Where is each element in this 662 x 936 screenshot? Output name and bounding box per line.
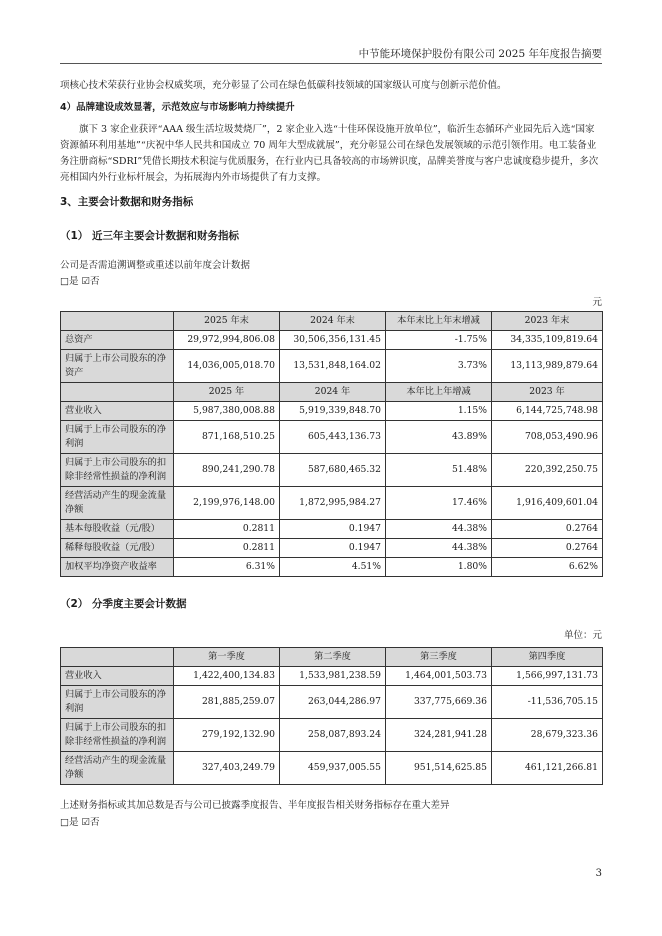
row-label: 营业收入 — [61, 402, 174, 421]
table-row — [61, 686, 603, 719]
column-header: 本年末比上年末增减 — [386, 312, 492, 331]
cell-value: 6,144,725,748.98 — [492, 402, 603, 421]
table-row — [61, 520, 603, 539]
cell-value: 951,514,625.85 — [386, 752, 492, 785]
column-header — [61, 312, 174, 331]
cell-value: -11,536,705.15 — [492, 686, 603, 719]
column-header: 第三季度 — [386, 648, 492, 667]
cell-value: 0.1947 — [280, 539, 386, 558]
cell-value: 1,566,997,131.73 — [492, 667, 603, 686]
column-header: 本年比上年增减 — [386, 383, 492, 402]
table-header-row — [61, 648, 603, 667]
cell-value: 2,199,976,148.00 — [174, 487, 280, 520]
cell-value: 51.48% — [386, 454, 492, 487]
section3-heading: 3、主要会计数据和财务指标 — [60, 196, 194, 208]
cell-value: 1,533,981,238.59 — [280, 667, 386, 686]
cell-value: 461,121,266.81 — [492, 752, 603, 785]
row-label: 稀释每股收益（元/股） — [61, 539, 174, 558]
cell-value: 459,937,005.55 — [280, 752, 386, 785]
cell-value: 327,403,249.79 — [174, 752, 280, 785]
cell-value: 3.73% — [386, 350, 492, 383]
table-row — [61, 752, 603, 785]
cell-value: 4.51% — [280, 558, 386, 577]
cell-value: 43.89% — [386, 421, 492, 454]
cell-value: 337,775,669.36 — [386, 686, 492, 719]
quarterly-financial-table — [60, 647, 603, 785]
cell-value: 890,241,290.78 — [174, 454, 280, 487]
table-row — [61, 350, 603, 383]
sub2-heading: （2） 分季度主要会计数据 — [60, 598, 187, 610]
cell-value: 6.62% — [492, 558, 603, 577]
cell-value: 220,392,250.75 — [492, 454, 603, 487]
quarterly-difference-note: 上述财务指标或其加总数是否与公司已披露季度报告、半年度报告相关财务指标存在重大差异 — [60, 800, 450, 811]
row-label: 营业收入 — [61, 667, 174, 686]
cell-value: 34,335,109,819.64 — [492, 331, 603, 350]
report-header-title: 中节能环境保护股份有限公司 2025 年年度报告摘要 — [358, 48, 602, 60]
table-header-row — [61, 383, 603, 402]
cell-value: 0.2764 — [492, 539, 603, 558]
row-label: 总资产 — [61, 331, 174, 350]
adjust-question: 公司是否需追溯调整或重述以前年度会计数据 — [60, 260, 251, 271]
column-header: 2024 年 — [280, 383, 386, 402]
row-label: 归属于上市公司股东的扣除非经常性损益的净利润 — [61, 454, 174, 487]
cell-value: 17.46% — [386, 487, 492, 520]
column-header — [61, 648, 174, 667]
cell-value: 605,443,136.73 — [280, 421, 386, 454]
cell-value: 13,531,848,164.02 — [280, 350, 386, 383]
cell-value: 258,087,893.24 — [280, 719, 386, 752]
cell-value: -1.75% — [386, 331, 492, 350]
column-header: 2023 年末 — [492, 312, 603, 331]
column-header: 第四季度 — [492, 648, 603, 667]
sub1-heading: （1） 近三年主要会计数据和财务指标 — [60, 230, 239, 242]
table-row — [61, 487, 603, 520]
cell-value: 13,113,989,879.64 — [492, 350, 603, 383]
table-row — [61, 331, 603, 350]
cell-value: 0.2811 — [174, 539, 280, 558]
table-row — [61, 454, 603, 487]
page-number: 3 — [595, 868, 602, 879]
cell-value: 1,916,409,601.04 — [492, 487, 603, 520]
column-header: 第一季度 — [174, 648, 280, 667]
row-label: 经营活动产生的现金流量净额 — [61, 752, 174, 785]
intro-paragraph: 项核心技术荣获行业协会权威奖项，充分彰显了公司在绿色低碳科技领域的国家级认可度与创新示范价值。 — [60, 80, 507, 91]
column-header: 第二季度 — [280, 648, 386, 667]
cell-value: 324,281,941.28 — [386, 719, 492, 752]
quarterly-choice-checkbox: □是 ☑否 — [60, 817, 100, 828]
three-year-financial-table — [60, 311, 603, 577]
cell-value: 1.15% — [386, 402, 492, 421]
row-label: 经营活动产生的现金流量净额 — [61, 487, 174, 520]
row-label: 基本每股收益（元/股） — [61, 520, 174, 539]
cell-value: 1.80% — [386, 558, 492, 577]
cell-value: 28,679,323.36 — [492, 719, 603, 752]
cell-value: 587,680,465.32 — [280, 454, 386, 487]
table1-unit: 元 — [592, 297, 602, 308]
cell-value: 279,192,132.90 — [174, 719, 280, 752]
table-row — [61, 421, 603, 454]
column-header: 2025 年 — [174, 383, 280, 402]
row-label: 归属于上市公司股东的净资产 — [61, 350, 174, 383]
cell-value: 1,872,995,984.27 — [280, 487, 386, 520]
cell-value: 1,422,400,134.83 — [174, 667, 280, 686]
cell-value: 0.2764 — [492, 520, 603, 539]
cell-value: 5,919,339,848.70 — [280, 402, 386, 421]
cell-value: 14,036,005,018.70 — [174, 350, 280, 383]
row-label: 归属于上市公司股东的扣除非经常性损益的净利润 — [61, 719, 174, 752]
header-divider — [60, 63, 602, 64]
cell-value: 708,053,490.96 — [492, 421, 603, 454]
section4-heading: 4）品牌建设成效显著，示范效应与市场影响力持续提升 — [60, 102, 295, 113]
cell-value: 263,044,286.97 — [280, 686, 386, 719]
cell-value: 6.31% — [174, 558, 280, 577]
cell-value: 0.2811 — [174, 520, 280, 539]
table-row — [61, 719, 603, 752]
column-header: 2025 年末 — [174, 312, 280, 331]
table-row — [61, 558, 603, 577]
column-header — [61, 383, 174, 402]
cell-value: 29,972,994,806.08 — [174, 331, 280, 350]
row-label: 加权平均净资产收益率 — [61, 558, 174, 577]
cell-value: 44.38% — [386, 539, 492, 558]
cell-value: 871,168,510.25 — [174, 421, 280, 454]
row-label: 归属于上市公司股东的净利润 — [61, 421, 174, 454]
adjust-choice-checkbox: □是 ☑否 — [60, 276, 100, 287]
table-header-row — [61, 312, 603, 331]
cell-value: 1,464,001,503.73 — [386, 667, 492, 686]
column-header: 2024 年末 — [280, 312, 386, 331]
cell-value: 30,506,356,131.45 — [280, 331, 386, 350]
cell-value: 281,885,259.07 — [174, 686, 280, 719]
column-header: 2023 年 — [492, 383, 603, 402]
table-row — [61, 539, 603, 558]
section4-body: 旗下 3 家企业获评“AAA 级生活垃圾焚烧厂”，2 家企业入选“十佳环保设施开放单位”，临沂生态循环产业园先后入选“国家资源循环利用基地”“庆祝中华人民共和国成立 70 周年大型成就展”，充分彰显公司在绿色发展领域的示范引领作用。电工装备业务注册商标“SDRI”凭借长期技术积淀与优质服务，在行业内已具备较高的市场辨识度，品牌美誉度与客户忠诚度稳步提升，多次亮相国内外行业标杆展会，为拓展海内外市场提供了有力支撑。 — [60, 124, 599, 183]
table2-unit: 单位：元 — [563, 630, 602, 641]
cell-value: 0.1947 — [280, 520, 386, 539]
table-row — [61, 402, 603, 421]
row-label: 归属于上市公司股东的净利润 — [61, 686, 174, 719]
cell-value: 44.38% — [386, 520, 492, 539]
table-row — [61, 667, 603, 686]
cell-value: 5,987,380,008.88 — [174, 402, 280, 421]
